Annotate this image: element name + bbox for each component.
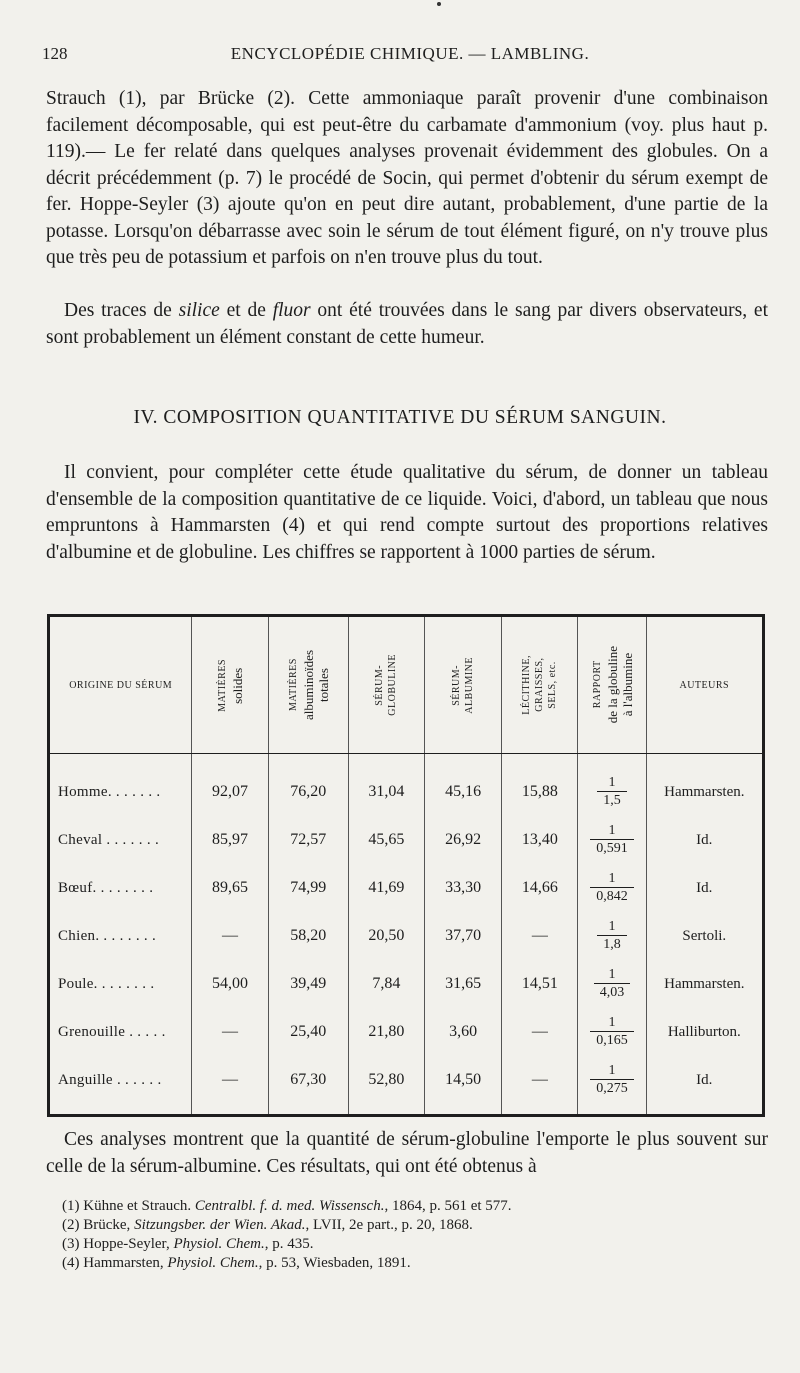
cell-albumine: 26,92 <box>425 816 502 864</box>
cell-albumine: 33,30 <box>425 864 502 912</box>
footnote-4-a: (4) Hammarsten, <box>62 1255 168 1271</box>
rapport-numerator: 1 <box>608 1063 616 1078</box>
cell-albumine: 3,60 <box>425 1008 502 1056</box>
cell-rapport <box>578 912 646 960</box>
cell-albuminoides: 67,30 <box>268 1056 348 1116</box>
page-number: 128 <box>42 44 68 63</box>
paragraph-1: Strauch (1), par Brücke (2). Cette ammoniaque paraît provenir d'une combinaison facilement décomposable, qui est peut-être du carbamate d'ammonium (voy. plus haut p. 119).— Le fer relaté dans quelques analyses provenait évidemment des globules. On a décrit précédemment (p. 7) le procédé de Socin, qui permet d'obtenir du sérum exempt de fer. Hoppe-Seyler (3) ajoute qu'on en peut dire autant, probablement, d'une partie de la potasse. Lorsqu'on débarrasse avec soin le sérum de tout élément figuré, on n'y trouve plus que très peu de potassium et parfois on n'en trouve plus du tout. <box>46 88 768 268</box>
cell-origine: Anguille . . . . . . <box>58 1071 162 1088</box>
cell-rapport <box>578 816 646 864</box>
header-lecithine <box>502 616 578 754</box>
cell-globuline: 45,65 <box>348 816 424 864</box>
table-row <box>49 754 764 817</box>
rapport-numerator: 1 <box>608 775 616 790</box>
table-body <box>49 754 764 1116</box>
cell-solides: — <box>192 1008 268 1056</box>
paragraph-4 <box>46 1127 768 1180</box>
rapport-numerator: 1 <box>608 967 616 982</box>
cell-rapport <box>578 960 646 1008</box>
p3-text: Il convient, pour compléter cette étude qualitative du sérum, de donner un tableau d'ensemble de la composition quantitative de ce liquide. Voici, d'abord, un tableau que nous empruntons à Hammarsten (4) et qui rend compte surtout des proportions relatives d'albumine et de globuline. Les chiffres se rapportent à 1000 parties de sérum. <box>46 462 768 563</box>
footnote-2-c: , LVII, 2e part., p. 20, 1868. <box>305 1217 473 1233</box>
header-solides-line1: MATIÈRES <box>216 658 228 712</box>
cell-rapport <box>578 754 646 817</box>
speck-mark <box>437 2 441 6</box>
cell-albuminoides: 25,40 <box>268 1008 348 1056</box>
cell-rapport <box>578 1008 646 1056</box>
footnote-2 <box>62 1216 782 1235</box>
cell-auteur: Id. <box>646 1056 763 1116</box>
rapport-fraction <box>590 823 634 857</box>
cell-origine: Chien. . . . . . . . <box>58 927 157 944</box>
footnote-4 <box>62 1254 782 1273</box>
section-title: IV. COMPOSITION QUANTITATIVE DU SÉRUM SANGUIN. <box>133 407 667 428</box>
cell-lecithine: 13,40 <box>502 816 578 864</box>
header-origine: ORIGINE DU SÉRUM <box>49 616 192 754</box>
cell-albuminoides: 72,57 <box>268 816 348 864</box>
header-globuline-line1: SÉRUM- <box>374 664 386 706</box>
cell-solides: 85,97 <box>192 816 268 864</box>
cell-globuline: 21,80 <box>348 1008 424 1056</box>
rapport-denominator: 4,03 <box>594 983 631 1001</box>
rapport-denominator: 1,8 <box>597 935 627 953</box>
serum-composition-table <box>47 614 765 1117</box>
cell-albuminoides: 58,20 <box>268 912 348 960</box>
cell-origine: Bœuf. . . . . . . . <box>58 879 154 896</box>
cell-globuline: 20,50 <box>348 912 424 960</box>
p2-silice: silice <box>178 300 220 321</box>
footnote-2-b: Sitzungsber. der Wien. Akad. <box>134 1217 306 1233</box>
cell-auteur: Halliburton. <box>646 1008 763 1056</box>
cell-auteur: Sertoli. <box>646 912 763 960</box>
cell-albuminoides: 74,99 <box>268 864 348 912</box>
table-row <box>49 816 764 864</box>
cell-solides: — <box>192 912 268 960</box>
cell-origine: Poule. . . . . . . . <box>58 975 155 992</box>
rapport-numerator: 1 <box>608 871 616 886</box>
cell-rapport <box>578 864 646 912</box>
cell-lecithine: 15,88 <box>502 754 578 817</box>
cell-auteur: Hammarsten. <box>646 754 763 817</box>
running-header <box>42 44 778 72</box>
cell-solides: 89,65 <box>192 864 268 912</box>
footnotes <box>62 1197 782 1273</box>
cell-origine: Homme. . . . . . . <box>58 783 161 800</box>
cell-lecithine: — <box>502 1056 578 1116</box>
header-rapport-line3: à l'albumine <box>619 653 635 717</box>
footnote-1-a: (1) Kühne et Strauch. <box>62 1198 195 1214</box>
cell-albumine: 31,65 <box>425 960 502 1008</box>
header-albumine-line1: SÉRUM- <box>451 664 463 706</box>
rapport-fraction <box>590 1015 634 1049</box>
rapport-numerator: 1 <box>608 823 616 838</box>
cell-globuline: 52,80 <box>348 1056 424 1116</box>
rapport-fraction <box>590 1063 634 1097</box>
rapport-denominator: 0,591 <box>590 839 634 857</box>
rapport-numerator: 1 <box>608 919 616 934</box>
cell-lecithine: 14,51 <box>502 960 578 1008</box>
rapport-denominator: 0,275 <box>590 1079 634 1097</box>
rapport-denominator: 0,165 <box>590 1031 634 1049</box>
running-title: ENCYCLOPÉDIE CHIMIQUE. — LAMBLING. <box>230 44 590 63</box>
cell-lecithine: — <box>502 1008 578 1056</box>
header-lecithine-line3: SELS, etc. <box>547 661 559 709</box>
footnote-1 <box>62 1197 782 1216</box>
table-row <box>49 1008 764 1056</box>
cell-albumine: 37,70 <box>425 912 502 960</box>
header-solides-line2: solides <box>229 666 245 704</box>
cell-origine: Grenouille . . . . . <box>58 1023 166 1040</box>
table-row <box>49 1056 764 1116</box>
header-auteurs: AUTEURS <box>646 616 763 754</box>
rapport-fraction <box>594 967 631 1001</box>
header-rapport <box>578 616 646 754</box>
header-albuminoides-line1: MATIÈRES <box>287 658 299 712</box>
footnote-4-b: Physiol. Chem. <box>167 1255 259 1271</box>
cell-globuline: 41,69 <box>348 864 424 912</box>
table-row <box>49 960 764 1008</box>
header-globuline <box>348 616 424 754</box>
footnote-1-c: , 1864, p. 561 et 577. <box>384 1198 512 1214</box>
cell-globuline: 7,84 <box>348 960 424 1008</box>
cell-origine: Cheval . . . . . . . <box>58 831 159 848</box>
header-albumine-line2: ALBUMINE <box>464 656 476 714</box>
header-albuminoides-line2: albuminoïdes <box>300 649 316 721</box>
table-row <box>49 864 764 912</box>
cell-auteur: Hammarsten. <box>646 960 763 1008</box>
p2-text-b: et de <box>219 300 273 321</box>
cell-albuminoides: 39,49 <box>268 960 348 1008</box>
cell-globuline: 31,04 <box>348 754 424 817</box>
header-globuline-line2: GLOBULINE <box>387 654 399 716</box>
p2-text-a: Des traces de <box>64 300 179 321</box>
footnote-3 <box>62 1235 782 1254</box>
p2-fluor: fluor <box>272 300 311 321</box>
header-albuminoides-line3: totales <box>315 668 331 702</box>
footnote-3-b: Physiol. Chem. <box>173 1236 265 1252</box>
rapport-denominator: 0,842 <box>590 887 634 905</box>
footnote-3-a: (3) Hoppe-Seyler, <box>62 1236 174 1252</box>
footnote-4-c: , p. 53, Wiesbaden, 1891. <box>258 1255 411 1271</box>
cell-albumine: 14,50 <box>425 1056 502 1116</box>
header-solides <box>192 616 268 754</box>
cell-rapport <box>578 1056 646 1116</box>
p2-text-c: ont été trouvées dans le sang par divers observateurs, et sont probablement un élément constant de cette humeur. <box>46 300 768 348</box>
cell-lecithine: 14,66 <box>502 864 578 912</box>
table-header-row <box>49 616 764 754</box>
cell-auteur: Id. <box>646 864 763 912</box>
paragraph-2 <box>46 298 768 351</box>
cell-lecithine: — <box>502 912 578 960</box>
rapport-fraction <box>597 775 627 809</box>
p4-text: Ces analyses montrent que la quantité de sérum-globuline l'emporte le plus souvent sur celle de la sérum-albumine. Ces résultats, qui ont été obtenus à <box>46 1129 768 1177</box>
rapport-fraction <box>590 871 634 905</box>
footnote-2-a: (2) Brücke, <box>62 1217 135 1233</box>
cell-solides: — <box>192 1056 268 1116</box>
rapport-denominator: 1,5 <box>597 791 627 809</box>
header-albumine <box>425 616 502 754</box>
cell-albuminoides: 76,20 <box>268 754 348 817</box>
header-rapport-line1: RAPPORT <box>591 661 603 709</box>
header-albuminoides <box>268 616 348 754</box>
footnote-1-b: Centralbl. f. d. med. Wissensch. <box>194 1198 385 1214</box>
rapport-numerator: 1 <box>608 1015 616 1030</box>
paragraph-3 <box>46 460 768 566</box>
rapport-fraction <box>597 919 627 953</box>
cell-albumine: 45,16 <box>425 754 502 817</box>
cell-solides: 54,00 <box>192 960 268 1008</box>
cell-auteur: Id. <box>646 816 763 864</box>
table-row <box>49 912 764 960</box>
header-rapport-line2: de la globuline <box>604 646 620 724</box>
footnote-3-c: , p. 435. <box>264 1236 314 1252</box>
header-lecithine-line2: GRAISSES, <box>534 657 546 713</box>
header-lecithine-line1: LÉCITHINE, <box>521 655 533 715</box>
cell-solides: 92,07 <box>192 754 268 817</box>
